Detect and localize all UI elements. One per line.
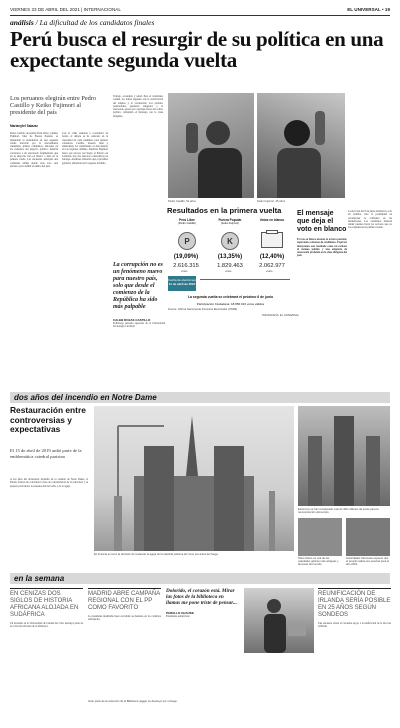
sidebar-title: El mensaje que deja el voto en blanco bbox=[297, 210, 347, 233]
fuerzapopular-logo: K bbox=[221, 232, 239, 250]
results-source: Fuente: Oficina Nacional de Procesos Electorales (ONPE) bbox=[168, 308, 238, 311]
participation-note: Participación Ciudadana: 18.856.916 votos válidos bbox=[196, 302, 265, 306]
second-round-note: La segunda vuelta se celebrará el próximo 6 de junio bbox=[187, 295, 274, 299]
timeline-line bbox=[200, 279, 290, 280]
week-section-bar bbox=[10, 573, 390, 584]
notredame-right-caption: Estos boy se han recuperado más de 300 millones de euros para la reconstrucción del templo. bbox=[298, 508, 379, 514]
notredame-main-caption: En Francia se tomó la decisión de restaurar la aguja de la catedral parisina tal como era antes del fuego. bbox=[94, 553, 219, 556]
candidate-1-sub: (Pedro Castillo) bbox=[178, 222, 196, 225]
notredame-right-photo bbox=[298, 406, 390, 506]
body-column-3: Trabajo, economía y salud. Para el ciudadano común, los temas urgentes son la reactivación del empleo y la vacunación. Los partidos tradicionales quedaron relegados y el electorado apostó por opciones fuera del centro político, reflejando el hartazgo con la clase dirigente. bbox=[113, 95, 163, 118]
kicker bbox=[10, 18, 154, 27]
week-section-title: en la semana bbox=[14, 574, 65, 583]
page-header bbox=[10, 6, 390, 14]
week-story-4-head: REUNIFICACIÓN DE IRLANDA SERÍA POSIBLE EN 25 AÑOS SEGÚN SONDEOS bbox=[318, 591, 391, 618]
body-column-1: Pedro Castillo, de partido Perú Libre, y Keiko Fujimori, líder de Fuerza Popular, se disputarán la presidencia en una segunda vuelta marcada por la desconfianza ciudadana. Ambos candidatos, ubicados en los extremos del espectro político, deberán convencer a un electorado fragmentado que en su mayoría votó en blanco o nulo en la primera ronda. Las encuestas anticipan una contienda reñida donde cada voto será decisivo para definir el rumbo del país. bbox=[10, 132, 58, 168]
week-story-4 bbox=[318, 588, 391, 629]
sidebar-text: El voto en blanco alcanzó la tercera posición, superando a decenas de candidatos. Expertos interpretan este resultado como un rechazo al sistema político y una exigencia de renovación profunda en la clase dirigente del país. bbox=[297, 238, 347, 258]
candidate-3-votes: 2.062.977 bbox=[259, 263, 285, 269]
candidate-2-votes: 1.829.463 bbox=[217, 263, 243, 269]
byline: Marianyfel Salazar bbox=[10, 124, 38, 128]
results-title: Resultados en la primera vuelta bbox=[167, 206, 282, 215]
election-date-label: Fecha de elecciones bbox=[168, 278, 196, 282]
cathedral-nave-illustration bbox=[298, 406, 390, 506]
week-story-4-text: Una encuesta revela el creciente apoyo a la unificación de la isla tras el Brexit. bbox=[318, 622, 391, 629]
candidate-3-label bbox=[255, 218, 289, 222]
candidate-1-name: Perú Libre bbox=[179, 218, 195, 222]
candidate-3-pct: (12,40%) bbox=[259, 254, 285, 260]
candidate-3-name: Votos en blanco bbox=[259, 218, 285, 222]
quote-author: CALEB ROJAS CASTILLO bbox=[113, 318, 151, 322]
election-date-box bbox=[168, 276, 196, 291]
week-story-2-rule bbox=[88, 588, 161, 589]
notredame-headline: Restauración entre controversias y expectativas bbox=[10, 405, 86, 434]
candidate-2-name: Fuerza Popular bbox=[218, 218, 242, 222]
ballot-box-icon bbox=[261, 232, 283, 248]
deck: Los peruanos elegirán entre Pedro Castillo y Keiko Fujimori al presidente del país bbox=[10, 95, 97, 116]
cathedral-illustration bbox=[94, 406, 294, 551]
week-quote-author: PARALLO CHAUKE bbox=[166, 610, 194, 615]
votes-label-1: votos bbox=[181, 270, 188, 273]
candidate-2-label bbox=[211, 218, 249, 225]
main-headline: Perú busca el resurgir de su política en una expectante segunda vuelta bbox=[10, 27, 384, 72]
fujimori-figure bbox=[257, 93, 345, 198]
notredame-main-photo bbox=[94, 406, 294, 551]
perulibre-logo: P bbox=[178, 232, 196, 250]
candidate-1-pct: (19,09%) bbox=[173, 254, 199, 260]
election-date-value: 11 de abril de 2021 bbox=[168, 282, 196, 286]
week-story-1-text: Un incendio en la Universidad de Ciudad del Cabo destruyó parte de la colección africana de la biblioteca. bbox=[10, 622, 83, 629]
fujimori-photo bbox=[257, 93, 345, 198]
notredame-section-bar bbox=[10, 392, 390, 403]
week-quote-role: Estudiante sudafricano bbox=[166, 614, 190, 618]
kicker-section: análisis bbox=[10, 18, 34, 27]
fujimori-caption: Keiko Fujimori, 45 años bbox=[257, 200, 286, 203]
week-story-1-head: EN CENIZAS DOS SIGLOS DE HISTORIA AFRICANA ALOJADA EN SUDÁFRICA bbox=[10, 591, 79, 618]
header-rule bbox=[10, 15, 390, 16]
castillo-caption: Pedro Castillo, 51 años bbox=[168, 200, 196, 203]
notredame-photo-b bbox=[346, 518, 390, 556]
votes-label-2: votos bbox=[225, 270, 232, 273]
header-date: VIERNES 23 DE ABRIL DEL 2021 | INTERNACIONAL bbox=[10, 7, 121, 12]
kicker-topic: / La dificultad de los candidatos finales bbox=[35, 18, 155, 27]
body-column-4: La elección del 6 de junio definirá no solo un nombre, sino la posibilidad de recomponer la confianza en las instituciones. Los candidatos deberán tender puentes hacia los sectores que no los respaldaron en primera vuelta. bbox=[348, 210, 392, 230]
candidate-1-label bbox=[170, 218, 204, 225]
library-figure bbox=[244, 588, 314, 653]
week-story-2-head: MADRID ABRE CAMPAÑA REGIONAL CON EL PP COMO FAVORITO bbox=[88, 591, 160, 611]
library-caption: Gran parte de la colección de la Biblioteca Jagger se destruyó por el fuego. bbox=[88, 700, 178, 703]
pull-quote: La corrupción no es un fenómeno nuevo para nuestro país, solo que desde el comienzo de la República ha sido más palpable bbox=[113, 262, 163, 310]
week-quote-block bbox=[166, 588, 238, 618]
votes-label-3: votos bbox=[266, 270, 273, 273]
candidate-1-votes: 2.616.315 bbox=[173, 263, 199, 269]
blank-vote-sidebar bbox=[297, 210, 347, 373]
candidate-2-pct: (13,35%) bbox=[217, 254, 243, 260]
header-paper: EL UNIVERSAL • 19 bbox=[347, 7, 390, 12]
library-photo bbox=[244, 588, 314, 653]
castillo-figure bbox=[168, 93, 254, 198]
notredame-text: A dos años del devastador incendio en la catedral de Notre Dame, el Estado francés ha concluido la fase de consolidación de la estructura y se prepara para iniciar la restauración del techo y de la aguja. bbox=[10, 478, 88, 488]
week-story-1-rule bbox=[10, 588, 83, 589]
week-story-4-rule bbox=[318, 588, 391, 589]
castillo-photo bbox=[168, 93, 254, 198]
candidate-2-sub: (Keiko Fujimori) bbox=[220, 222, 240, 225]
notredame-section-title: dos años del incendio en Notre Dame bbox=[14, 393, 157, 402]
week-story-2 bbox=[88, 588, 161, 622]
body-column-2: Con la crisis sanitaria y económica de fondo, el debate se ha centrado en la capacidad de cada candidato para generar consensos. Castillo, maestro rural y sindicalista, ha capitalizado el descontento en las regiones andinas, mientras Fujimori busca por tercera vez llegar al Palacio de Gobierno tras dos derrotas consecutivas en balotaje. Analistas advierten que el próximo gobierno enfrentará un Congreso dividido. bbox=[62, 132, 108, 165]
results-credit: INFOGRAFÍA: EL UNIVERSAL bbox=[262, 314, 300, 317]
week-story-2-text: La presidenta madrileña busca revalidar su mandato en los comicios anticipados. bbox=[88, 615, 161, 622]
quote-role: Politólogo peruano egresado de la Universidad Tecnológica del Perú bbox=[113, 322, 165, 329]
notredame-deck: El 15 de abril de 2019 ardió parte de la emblemática catedral parisina bbox=[10, 448, 82, 459]
notredame-caption-b: Autoridades francesas esperan que el templo reabra sus puertas para el año 2024. bbox=[346, 557, 390, 566]
notredame-caption-a: Notre Dame es una de las catedrales góticas más antiguas y famosas del mundo. bbox=[298, 557, 339, 566]
week-story-1 bbox=[10, 588, 83, 629]
week-quote: Dolorido, el corazón está. Mirar las fotos de la biblioteca en llamas me pone triste de pensar... bbox=[166, 588, 237, 607]
notredame-photo-a bbox=[298, 518, 342, 556]
